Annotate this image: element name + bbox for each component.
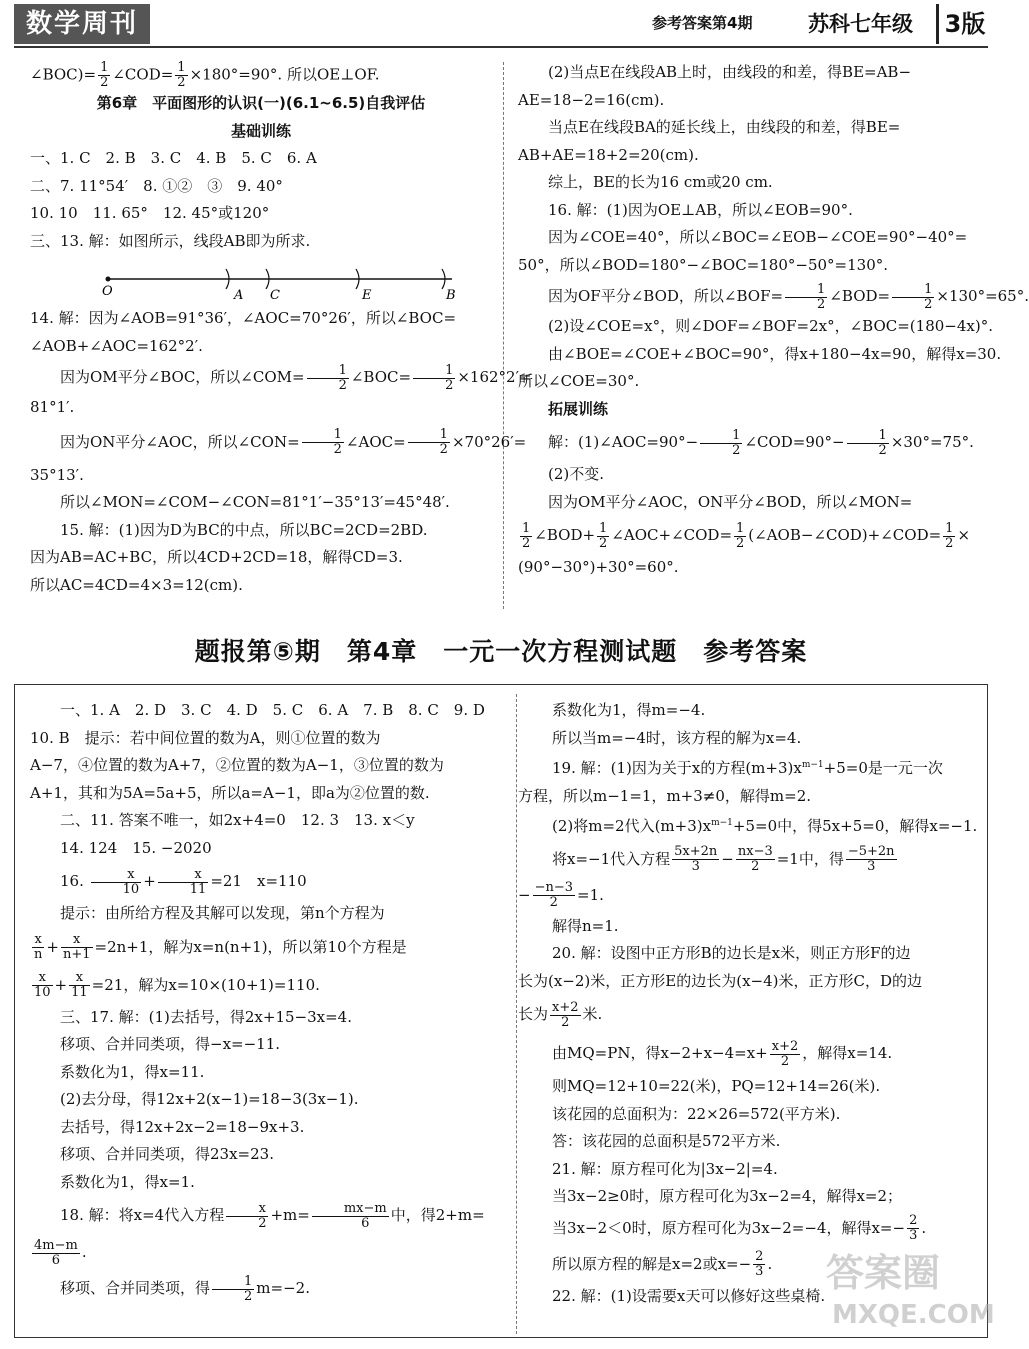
- grade-label: 苏科七年级: [808, 12, 913, 36]
- section2-right-column: [518, 697, 982, 1310]
- text-line: 21. 解：原方程可化为|3x−2|=4.: [552, 1159, 778, 1178]
- fraction: $\frac{5x+2n}{3}$: [674, 844, 718, 874]
- fraction: $\frac{1}{2}$: [945, 520, 954, 551]
- text-line: 22. 解：(1)设需要x天可以修好这些桌椅.: [552, 1286, 826, 1305]
- text-line: 综上，BE的长为16 cm或20 cm.: [548, 173, 773, 191]
- text-line: $\frac{x}{10}$ + $\frac{x}{11}$ =21，解为x=10×(10+1)=110.: [34, 970, 320, 1000]
- text-line: 35°13′.: [30, 465, 84, 484]
- text-line: (90°−30°)+30°=60°.: [518, 558, 679, 576]
- text-line: 因为OF平分∠BOD，所以∠BOF= $\frac{1}{2}$ ∠BOD= $\frac{1}{2}$ ×130°=65°.: [548, 281, 1029, 312]
- text-line: 所以∠COE=30°.: [518, 372, 640, 390]
- newspaper-brand: 数学周刊: [14, 4, 150, 44]
- label-c: C: [270, 288, 280, 303]
- edition-label: 3版: [936, 4, 991, 44]
- text-line: 一、1. A 2. D 3. C 4. D 5. C 6. A 7. B 8. C 9. D: [60, 701, 485, 719]
- label-a: A: [234, 288, 244, 303]
- text-line: 二、11. 答案不唯一，如2x+4=0 12. 3 13. x＜y: [60, 811, 415, 829]
- text-line: 系数化为1，得x=1.: [60, 1172, 195, 1191]
- fraction: $\frac{1}{2}$: [100, 60, 109, 90]
- text-line: 方程，所以m−1=1，m+3≠0，解得m=2.: [518, 786, 811, 805]
- text-line: 当点E在线段BA的延长线上，由线段的和差，得BE=: [548, 118, 901, 136]
- fraction: $\frac{1}{2}$: [413, 364, 455, 393]
- fraction: $\frac{x}{n+1}$: [62, 932, 91, 962]
- text-line: 长为 $\frac{x+2}{2}$ 米.: [518, 999, 603, 1030]
- text-line: 提示：由所给方程及其解可以发现，第n个方程为: [60, 904, 385, 922]
- text-line: 将x=−1代入方程 $\frac{5x+2n}{3}$ − $\frac{nx-3}{2}$ =1中，得 $\frac{-5+2n}{3}$: [552, 844, 895, 874]
- text-line: 因为∠COE=40°，所以∠BOC=∠EOB−∠COE=90°−40°=: [548, 228, 968, 246]
- text-line: 解得n=1.: [552, 916, 619, 935]
- text-line: 因为ON平分∠AOC，所以∠CON= $\frac{1}{2}$ ∠AOC= $\frac{1}{2}$ ×70°26′=: [60, 427, 527, 457]
- fraction: $\frac{x}{10}$: [34, 970, 51, 1000]
- fraction: $\frac{nx-3}{2}$: [737, 844, 773, 874]
- page-header: [0, 0, 1000, 46]
- text-line: 14. 解：因为∠AOB=91°36′，∠AOC=70°26′，所以∠BOC=: [30, 309, 457, 327]
- text-line: A−7，④位置的数为A+7，②位置的数为A−1，③位置的数为: [30, 756, 444, 774]
- fraction: $\frac{x}{11}$: [158, 868, 209, 897]
- label-o: O: [102, 284, 113, 299]
- text-line: 所以AC=4CD=4×3=12(cm).: [30, 575, 243, 594]
- fraction: $\frac{-n-3}{2}$: [534, 880, 574, 910]
- fraction: $\frac{x}{2}$: [226, 1202, 268, 1231]
- text-line: (2)设∠COE=x°，则∠DOF=∠BOF=2x°，∠BOC=(180−4x)°.: [548, 317, 993, 335]
- text-line: 10. 10 11. 65° 12. 45°或120°: [30, 204, 270, 222]
- fraction: $\frac{4m-m}{6}$: [34, 1237, 78, 1268]
- fraction: $\frac{mx-m}{6}$: [312, 1202, 389, 1231]
- text-line: $\frac{x}{n}$ + $\frac{x}{n+1}$ =2n+1，解为x=n(n+1)，所以第10个方程是: [34, 932, 407, 962]
- text-line: 去括号，得12x+2x−2=18−9x+3.: [60, 1117, 305, 1136]
- point-o: [106, 277, 111, 282]
- fraction: $\frac{x}{10}$: [91, 868, 142, 897]
- section1-right-column: [518, 59, 1029, 582]
- text-line: 因为OM平分∠BOC，所以∠COM= $\frac{1}{2}$ ∠BOC= $\frac{1}{2}$ ×162°2′=: [60, 362, 532, 393]
- text-line: ∠AOB+∠AOC=162°2′.: [30, 336, 203, 355]
- text-line: 由∠BOE=∠COE+∠BOC=90°，得x+180−4x=90，解得x=30.: [548, 344, 1002, 363]
- issue-label: 参考答案第4期: [652, 14, 753, 32]
- text-line: ∠BOC)= $\frac{1}{2}$ ∠COD= $\frac{1}{2}$ ×180°=90°. 所以OE⊥OF.: [30, 60, 380, 90]
- watermark-logo: 答案圈: [826, 1251, 941, 1295]
- fraction: $\frac{1}{2}$: [700, 429, 742, 458]
- text-line: 三、17. 解：(1)去括号，得2x+15−3x=4.: [60, 1007, 352, 1026]
- fraction: $\frac{x+2}{2}$: [771, 1038, 799, 1069]
- section1-left-column: [30, 60, 532, 599]
- text-line: (2)当点E在线段AB上时，由线段的和差，得BE=AB−: [548, 63, 912, 81]
- column-divider: [503, 62, 504, 609]
- fraction: $\frac{1}{2}$: [892, 283, 934, 312]
- text-line: A+1，其和为5A=5a+5，所以a=A−1，即a为②位置的数.: [30, 783, 430, 802]
- fraction: $\frac{1}{2}$: [847, 429, 889, 458]
- section2-left-column: [30, 697, 492, 1306]
- text-line: 长为(x−2)米，正方形E的边长为(x−4)米，正方形C，D的边: [518, 971, 923, 990]
- fraction: $\frac{2}{3}$: [755, 1249, 764, 1279]
- text-line: 当3x−2≥0时，原方程可化为3x−2=4，解得x=2；: [552, 1187, 903, 1205]
- text-line: 16. 解：(1)因为OE⊥AB，所以∠EOB=90°.: [548, 200, 853, 219]
- text-line: 所以原方程的解是x=2或x=− $\frac{2}{3}$ .: [552, 1249, 773, 1279]
- text-line: 系数化为1，得x=11.: [60, 1062, 205, 1081]
- text-line: AB+AE=18+2=20(cm).: [518, 145, 699, 164]
- text-line: 该花园的总面积为：22×26=572(平方米).: [552, 1104, 841, 1123]
- subsection-heading: 拓展训练: [548, 399, 609, 418]
- text-line: 则MQ=12+10=22(米)，PQ=12+14=26(米).: [552, 1077, 881, 1095]
- fraction: $\frac{1}{2}$: [408, 428, 450, 457]
- fraction: $\frac{1}{2}$: [736, 520, 745, 551]
- text-line: $\frac{4m-m}{6}$ .: [34, 1237, 87, 1268]
- fraction: $\frac{1}{2}$: [177, 60, 186, 90]
- fraction: $\frac{1}{2}$: [307, 364, 349, 393]
- fraction: $\frac{1}{2}$: [302, 428, 344, 457]
- column-divider: [516, 694, 517, 1334]
- text-line: 当3x−2＜0时，原方程可化为3x−2=−4，解得x=− $\frac{2}{3}$ .: [552, 1213, 927, 1243]
- text-line: AE=18−2=16(cm).: [518, 90, 665, 109]
- fraction: $\frac{2}{3}$: [909, 1213, 918, 1243]
- text-line: 16. $\frac{x}{10}$ + $\frac{x}{11}$ =21 x=110: [60, 866, 307, 897]
- header-rule: [14, 46, 988, 48]
- text-line: 10. B 提示：若中间位置的数为A，则①位置的数为: [30, 728, 381, 747]
- text-line: 系数化为1，得m=−4.: [552, 701, 706, 719]
- text-line: $\frac{1}{2}$ ∠BOD+ $\frac{1}{2}$ ∠AOC+∠COD= $\frac{1}{2}$ (∠AOB−∠COD)+∠COD= $\frac{1}{2}$ ×: [522, 520, 971, 551]
- subsection-heading: 基础训练: [230, 121, 291, 140]
- fraction: $\frac{x+2}{2}$: [552, 999, 579, 1030]
- segment-diagram: [30, 265, 492, 305]
- text-line: 20. 解：设图中正方形B的边长是x米，则正方形F的边: [552, 944, 911, 962]
- fraction: $\frac{-5+2n}{3}$: [847, 844, 895, 874]
- text-line: 因为AB=AC+BC，所以4CD+2CD=18，解得CD=3.: [30, 548, 403, 566]
- text-line: 14. 124 15. −2020: [60, 838, 212, 857]
- text-line: 81°1′.: [30, 398, 75, 416]
- text-line: 移项、合并同类项，得 $\frac{1}{2}$ m=−2.: [60, 1273, 310, 1304]
- label-b: B: [446, 288, 456, 303]
- chapter-heading: 第6章 平面图形的认识(一)(6.1~6.5)自我评估: [96, 94, 426, 112]
- fraction: $\frac{x}{11}$: [71, 970, 88, 1000]
- fraction: $\frac{x}{n}$: [34, 932, 43, 962]
- label-e: E: [362, 288, 372, 303]
- text-line: 所以∠MON=∠COM−∠CON=81°1′−35°13′=45°48′.: [60, 493, 450, 511]
- text-line: 解：(1)∠AOC=90°− $\frac{1}{2}$ ∠COD=90°− $\frac{1}{2}$ ×30°=75°.: [548, 427, 974, 458]
- text-line: 50°，所以∠BOD=180°−∠BOC=180°−50°=130°.: [518, 255, 889, 274]
- watermark-url: MXQE.COM: [832, 1300, 995, 1330]
- fraction: $\frac{1}{2}$: [212, 1275, 254, 1304]
- text-line: 答：该花园的总面积是572平方米.: [552, 1132, 781, 1150]
- text-line: 二、7. 11°54′ 8. ①② ③ 9. 40°: [30, 176, 283, 195]
- section-title: 题报第⑤期 第4章 一元一次方程测试题 参考答案: [194, 637, 808, 666]
- text-line: 一、1. C 2. B 3. C 4. B 5. C 6. A: [30, 149, 317, 167]
- text-line: 所以当m=−4时，该方程的解为x=4.: [552, 728, 802, 747]
- text-line: (2)不变.: [548, 465, 605, 483]
- text-line: 因为OM平分∠AOC，ON平分∠BOD，所以∠MON=: [548, 492, 913, 511]
- text-line: 18. 解：将x=4代入方程 $\frac{x}{2}$ +m= $\frac{mx-m}{6}$ 中，得2+m=: [60, 1200, 485, 1231]
- text-line: 19. 解：(1)因为关于x的方程$(m+3)x^{m-1}+5=0$是一元一次: [552, 759, 943, 777]
- fraction: $\frac{1}{2}$: [599, 520, 608, 551]
- text-line: 移项、合并同类项，得−x=−11.: [60, 1035, 281, 1053]
- text-line: 15. 解：(1)因为D为BC的中点，所以BC=2CD=2BD.: [60, 520, 428, 539]
- fraction: $\frac{1}{2}$: [522, 520, 531, 551]
- text-line: (2)将m=2代入$(m+3)x^{m-1}+5=0$中，得5x+5=0，解得x=−1.: [552, 817, 978, 835]
- text-line: 由MQ=PN，得x−2+x−4=x+ $\frac{x+2}{2}$ ，解得x=14.: [552, 1038, 893, 1069]
- text-line: − $\frac{-n-3}{2}$ =1.: [518, 880, 604, 910]
- text-line: 移项、合并同类项，得23x=23.: [60, 1145, 274, 1163]
- text-line: 三、13. 解：如图所示，线段AB即为所求.: [30, 231, 311, 250]
- text-line: (2)去分母，得12x+2(x−1)=18−3(3x−1).: [60, 1090, 359, 1108]
- fraction: $\frac{1}{2}$: [785, 283, 827, 312]
